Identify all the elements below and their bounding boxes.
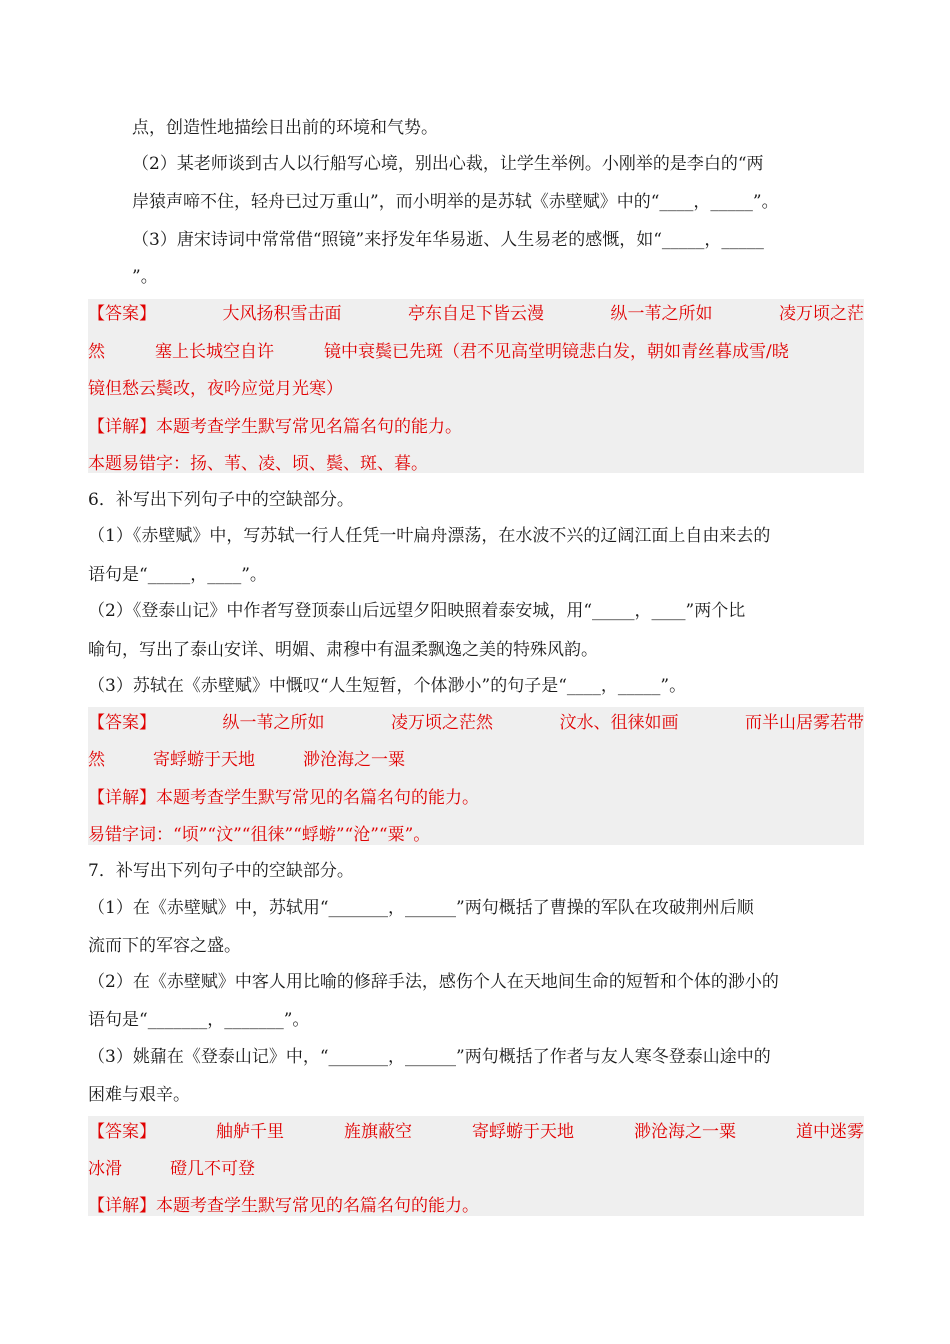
question-6-1-line-1: （1）《赤壁赋》中，写苏轼一行人任凭一叶扁舟漂荡，在水波不兴的辽阔江面上自由来去的	[88, 526, 771, 546]
answer-item: 凌万顷之茫	[779, 304, 864, 324]
question-6-2-line-2: 喻句，写出了泰山安详、明媚、肃穆中有温柔飘逸之美的特殊风韵。	[88, 640, 598, 660]
answer-item: 然	[88, 342, 105, 362]
answer-item: 寄蜉蝣于天地	[153, 750, 255, 770]
answer-7-line-2	[88, 1155, 864, 1183]
answer-6-line-2	[88, 746, 864, 774]
answer-5-detail: 【详解】本题考查学生默写常见名篇名句的能力。	[88, 417, 462, 437]
question-6-1-line-2: 语句是“_____，____”。	[88, 565, 267, 585]
answer-6-detail: 【详解】本题考查学生默写常见的名篇名句的能力。	[88, 788, 479, 808]
answer-item: 纵一苇之所如	[222, 713, 325, 733]
question-7-1-line-2: 流而下的军容之盛。	[88, 936, 241, 956]
question-5-3-line-2: ”。	[132, 267, 158, 287]
answer-7-detail: 【详解】本题考查学生默写常见的名篇名句的能力。	[88, 1196, 479, 1216]
question-5-3-line-1: （3）唐宋诗词中常常借“照镜”来抒发年华易逝、人生易老的感慨，如“_____，_____	[132, 230, 764, 250]
answer-label: 【答案】	[88, 713, 156, 733]
question-7-3-line-1: （3）姚鼐在《登泰山记》中，“_______，______”两句概括了作者与友人寒冬登泰山途中的	[88, 1047, 771, 1067]
answer-6-note: 易错字词：“顷”“汶”“徂徕”“蜉蝣”“沧”“粟”。	[88, 825, 431, 845]
answer-item: 旌旗蔽空	[344, 1122, 412, 1142]
answer-5-line-3: 镜但愁云鬓改，夜吟应觉月光寒）	[88, 379, 343, 399]
answer-5-line-1	[88, 300, 864, 328]
question-7-2-line-2: 语句是“_______，_______”。	[88, 1010, 310, 1030]
answer-item: 渺沧海之一粟	[634, 1122, 736, 1142]
answer-item: 寄蜉蝣于天地	[472, 1122, 574, 1142]
question-6-2-line-1: （2）《登泰山记》中作者写登顶泰山后远望夕阳映照着泰安城，用“_____，____”两个比	[88, 601, 746, 621]
answer-item: 塞上长城空自许	[155, 342, 274, 362]
answer-item: 凌万顷之茫然	[391, 713, 493, 733]
answer-label: 【答案】	[88, 304, 156, 324]
answer-label: 【答案】	[88, 1122, 156, 1142]
answer-item: 而半山居雾若带	[745, 713, 864, 733]
question-5-2-line-2: 岸猿声啼不住，轻舟已过万重山”，而小明举的是苏轼《赤壁赋》中的“____，_____”。	[132, 192, 779, 212]
answer-item: 镜中衰鬓已先斑（君不见高堂明镜悲白发，朝如青丝暮成雪/晓	[324, 342, 789, 362]
answer-item: 冰滑	[88, 1159, 122, 1179]
answer-5-note: 本题易错字：扬、苇、凌、顷、鬓、斑、暮。	[88, 454, 428, 474]
answer-item: 渺沧海之一粟	[303, 750, 405, 770]
question-6-title: 6．补写出下列句子中的空缺部分。	[88, 490, 354, 510]
answer-item: 舳舻千里	[216, 1122, 284, 1142]
answer-item: 纵一苇之所如	[610, 304, 713, 324]
question-5-2-line-1: （2）某老师谈到古人以行船写心境，别出心裁，让学生举例。小刚举的是李白的“两	[132, 154, 764, 174]
question-7-3-line-2: 困难与艰辛。	[88, 1085, 190, 1105]
answer-5-line-2	[88, 338, 864, 366]
answer-item: 磴几不可登	[170, 1159, 255, 1179]
question-7-1-line-1: （1）在《赤壁赋》中，苏轼用“_______，______”两句概括了曹操的军队在攻破荆州后顺	[88, 898, 754, 918]
answer-6-line-1	[88, 709, 864, 737]
answer-item: 大风扬积雪击面	[222, 304, 342, 324]
answer-item: 亭东自足下皆云漫	[408, 304, 544, 324]
question-6-3: （3）苏轼在《赤壁赋》中慨叹“人生短暂，个体渺小”的句子是“____，_____”。	[88, 676, 687, 696]
paragraph-line: 点，创造性地描绘日出前的环境和气势。	[132, 118, 438, 138]
answer-item: 汶水、徂徕如画	[559, 713, 679, 733]
answer-7-line-1	[88, 1118, 864, 1146]
question-7-title: 7．补写出下列句子中的空缺部分。	[88, 861, 354, 881]
question-7-2-line-1: （2）在《赤壁赋》中客人用比喻的修辞手法，感伤个人在天地间生命的短暂和个体的渺小的	[88, 972, 779, 992]
answer-item: 道中迷雾	[796, 1122, 864, 1142]
answer-item: 然	[88, 750, 105, 770]
